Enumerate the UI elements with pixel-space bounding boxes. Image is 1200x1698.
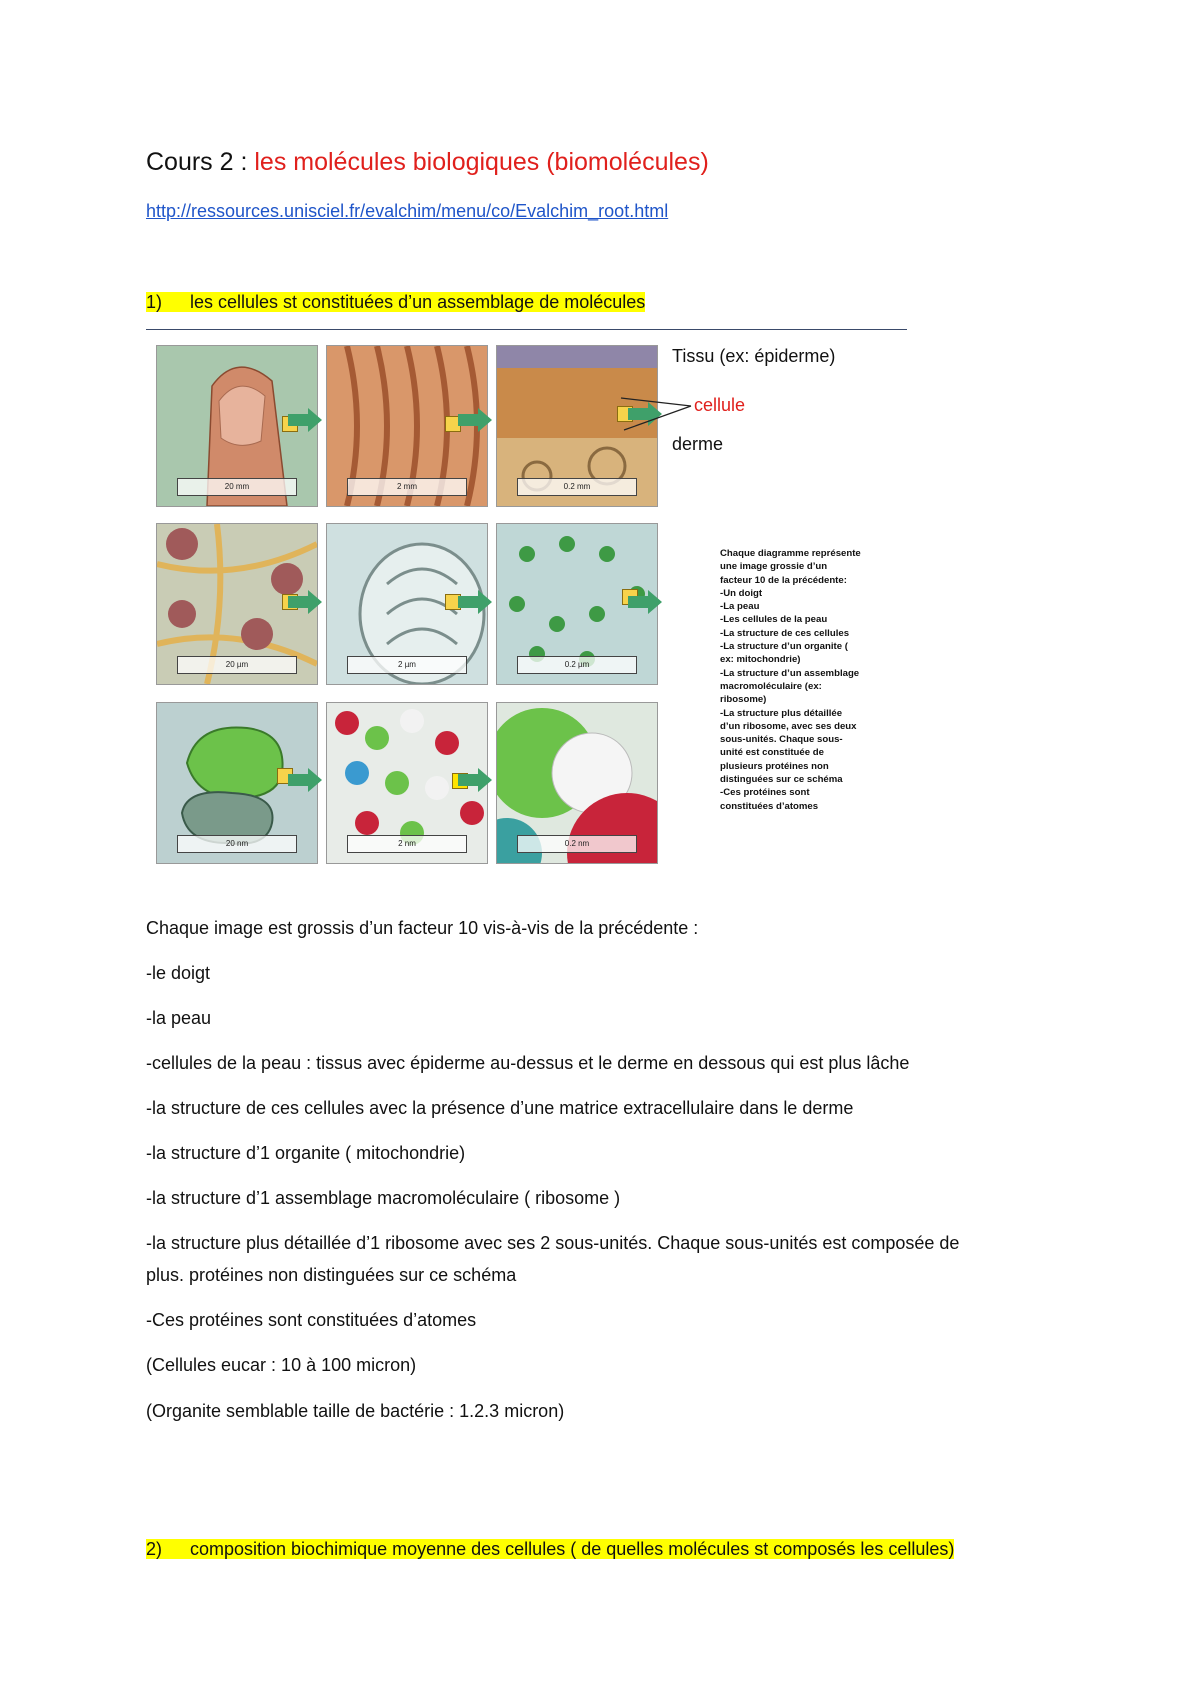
caption-line: unité est constituée de: [720, 747, 824, 759]
paragraph: plus. protéines non distinguées sur ce schéma: [146, 1265, 517, 1285]
panel-atoms: [496, 702, 658, 864]
caption-line: -Un doigt: [720, 587, 763, 599]
scale-label: 0.2 mm: [517, 478, 637, 496]
label-tissu: Tissu (ex: épiderme): [672, 346, 836, 366]
caption-line: -La structure de ces cellules: [720, 627, 850, 639]
pointer-lines: [616, 390, 696, 450]
paragraph: -la structure plus détaillée d’1 ribosome avec ses 2 sous-unités. Chaque sous-unités est composée de: [146, 1233, 960, 1253]
scale-label: 20 µm: [177, 656, 297, 674]
scale-label: 2 mm: [347, 478, 467, 496]
arrow-icon: [458, 590, 492, 614]
caption-line: -La structure d’un organite (: [720, 641, 848, 653]
arrow-icon: [458, 768, 492, 792]
caption-line: d’un ribosome, avec ses deux: [720, 720, 857, 732]
section-2-text: composition biochimique moyenne des cellules ( de quelles molécules st composés les cellules): [190, 1539, 955, 1559]
paragraph: -la structure d’1 organite ( mitochondrie): [146, 1143, 466, 1163]
caption-line: constituées d’atomes: [720, 800, 819, 812]
paragraph: Chaque image est grossis d’un facteur 10 vis-à-vis de la précédente :: [146, 918, 699, 938]
arrow-icon: [288, 590, 322, 614]
section-1-heading: [146, 292, 645, 313]
paragraph: (Cellules eucar : 10 à 100 micron): [146, 1355, 417, 1375]
magnification-figure: [146, 340, 906, 880]
paragraph: -le doigt: [146, 963, 211, 983]
section-2-number: 2): [146, 1539, 163, 1559]
figure-caption: [720, 547, 910, 813]
section-1-text: les cellules st constituées d’un assemblage de molécules: [190, 292, 646, 312]
caption-line: Chaque diagramme représente: [720, 548, 861, 559]
resource-link[interactable]: http://ressources.unisciel.fr/evalchim/menu/co/Evalchim_root.html: [146, 201, 669, 221]
paragraph: (Organite semblable taille de bactérie : 1.2.3 micron): [146, 1401, 565, 1421]
scale-label: 20 nm: [177, 835, 297, 853]
paragraph: -Ces protéines sont constituées d’atomes: [146, 1310, 477, 1330]
caption-line: facteur 10 de la précédente:: [720, 574, 847, 586]
caption-line: ex: mitochondrie): [720, 654, 801, 666]
caption-line: sous-unités. Chaque sous-: [720, 734, 843, 746]
paragraph: -cellules de la peau : tissus avec épiderme au-dessus et le derme en dessous qui est plus lâche: [146, 1053, 910, 1073]
caption-line: -Les cellules de la peau: [720, 614, 828, 626]
caption-line: -La peau: [720, 601, 760, 613]
arrow-icon: [288, 408, 322, 432]
caption-line: -Ces protéines sont: [720, 787, 810, 799]
page-title: [146, 148, 709, 177]
caption-line: ribosome): [720, 694, 767, 706]
arrow-icon: [458, 408, 492, 432]
label-cellule: cellule: [694, 395, 746, 415]
title-prefix: Cours 2 :: [146, 148, 255, 176]
caption-line: -La structure plus détaillée: [720, 707, 843, 719]
scale-label: 0.2 µm: [517, 656, 637, 674]
arrow-icon: [288, 768, 322, 792]
scale-label: 2 nm: [347, 835, 467, 853]
section-1-number: 1): [146, 292, 163, 312]
arrow-icon: [628, 590, 662, 614]
paragraph: -la structure d’1 assemblage macromoléculaire ( ribosome ): [146, 1188, 621, 1208]
scale-label: 2 µm: [347, 656, 467, 674]
caption-line: une image grossie d’un: [720, 561, 828, 573]
caption-line: plusieurs protéines non: [720, 760, 829, 772]
scale-label: 20 mm: [177, 478, 297, 496]
label-derme: derme: [672, 434, 724, 454]
paragraph: -la structure de ces cellules avec la présence d’une matrice extracellulaire dans le derme: [146, 1098, 854, 1118]
paragraph: -la peau: [146, 1008, 212, 1028]
caption-line: -La structure d’un assemblage: [720, 667, 860, 679]
caption-line: distinguées sur ce schéma: [720, 774, 843, 786]
scale-label: 0.2 nm: [517, 835, 637, 853]
section-2-heading: [146, 1539, 954, 1560]
section-divider: [146, 329, 907, 330]
title-highlight: les molécules biologiques (biomolécules): [254, 148, 709, 176]
caption-line: macromoléculaire (ex:: [720, 680, 822, 692]
